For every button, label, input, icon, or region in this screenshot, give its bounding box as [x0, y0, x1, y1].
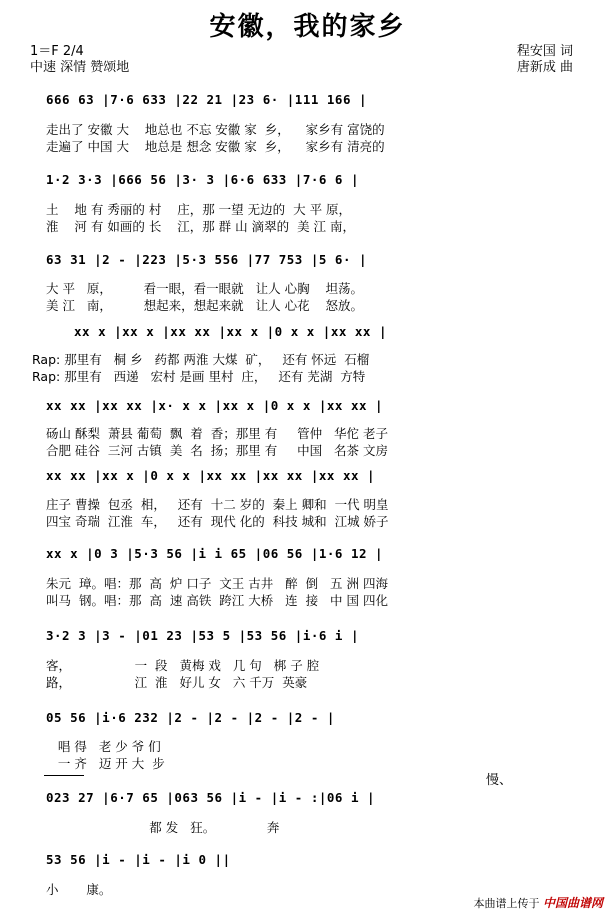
verse-end-rule — [44, 775, 84, 776]
lyric-line-9-verse-1: 唱 得 老 少 爷 们 — [46, 739, 161, 754]
lyric-line-5-verse-1: 砀山 酥梨 萧县 葡萄 飘 着 香；那里 有 管仲 华佗 老子 — [46, 426, 388, 441]
composer-credit: 唐新成 曲 — [516, 60, 573, 75]
lyric-line-8-verse-1: 客， 一 段 黄梅 戏 几 句 梆 子 腔 — [46, 658, 320, 673]
notation-line-6: xx xx |xx x |0 x x |xx xx |xx xx |xx xx | — [46, 468, 376, 483]
lyric-line-9-verse-2: 一 齐 迈 开 大 步 — [46, 756, 165, 771]
notation-line-3: 63 31 |2 - |223 |5·3 556 |77 753 |5 6· | — [46, 252, 368, 267]
lyric-line-4-verse-2: Rap: 那里有 西递 宏村 是画 里村 庄， 还有 芜湖 方特 — [32, 369, 366, 384]
lyric-line-6-verse-1: 庄子 曹操 包丞 相， 还有 十二 岁的 秦上 卿和 一代 明皇 — [46, 497, 389, 512]
notation-line-1: 666 63 |7·6 633 |22 21 |23 6· |111 166 | — [46, 92, 368, 107]
lyric-line-7-verse-1: 朱元 璋。唱：那 高 炉 口子 文王 古井 醉 倒 五 洲 四海 — [46, 576, 388, 591]
lyric-line-6-verse-2: 四宝 奇瑞 江淮 车， 还有 现代 化的 科技 城和 江城 娇子 — [46, 514, 389, 529]
song-title: 安徽，我的家乡 — [209, 12, 406, 42]
lyricist-credit: 程安国 词 — [516, 44, 573, 59]
lyric-line-3-verse-2: 美 江 南， 想起来，想起来就 让人 心花 怒放。 — [46, 298, 363, 313]
key-signature: 1＝F 2/4 — [30, 44, 84, 59]
notation-line-4: xx x |xx x |xx xx |xx x |0 x x |xx xx | — [74, 324, 387, 339]
notation-line-2: 1·2 3·3 |666 56 |3· 3 |6·6 633 |7·6 6 | — [46, 172, 359, 187]
notation-line-5: xx xx |xx xx |x· x x |xx x |0 x x |xx xx | — [46, 398, 384, 413]
lyric-line-4-verse-1: Rap: 那里有 桐 乡 药都 两淮 大煤 矿， 还有 怀远 石榴 — [32, 352, 370, 367]
notation-line-11: 53 56 |i - |i - |i 0 || — [46, 852, 231, 867]
lyric-line-10: 都 发 狂。 奔 — [46, 820, 280, 835]
site-logo-text[interactable]: 中国曲谱网 — [542, 896, 603, 910]
notation-line-9: 05 56 |i·6 232 |2 - |2 - |2 - |2 - | — [46, 710, 335, 725]
footer-text: 本曲谱上传于 — [473, 897, 540, 910]
lyric-line-2-verse-1: 土 地 有 秀丽的 村 庄，那 一望 无边的 大 平 原， — [46, 202, 352, 217]
lyric-line-1-verse-1: 走出了 安徽 大 地总也 不忘 安徽 家 乡， 家乡有 富饶的 — [46, 122, 385, 137]
notation-line-8: 3·2 3 |3 - |01 23 |53 5 |53 56 |i·6 i | — [46, 628, 359, 643]
notation-line-10: 023 27 |6·7 65 |063 56 |i - |i - :|06 i | — [46, 790, 376, 805]
lyric-line-3-verse-1: 大 平 原， 看一眼，看一眼就 让人 心胸 坦荡。 — [46, 281, 363, 296]
lyric-line-2-verse-2: 淮 河 有 如画的 长 江，那 群 山 滴翠的 美 江 南， — [46, 219, 356, 234]
lyric-line-1-verse-2: 走遍了 中国 大 地总是 想念 安徽 家 乡， 家乡有 清亮的 — [46, 139, 385, 154]
lyric-line-8-verse-2: 路， 江 淮 好儿 女 六 千万 英豪 — [46, 675, 308, 690]
upload-footer — [473, 894, 603, 911]
lyric-line-11: 小 康。 — [46, 882, 112, 897]
lyric-line-7-verse-2: 叫马 钢。唱：那 高 速 高铁 跨江 大桥 连 接 中 国 四化 — [46, 593, 388, 608]
notation-line-7: xx x |0 3 |5·3 56 |i i 65 |06 56 |1·6 12 | — [46, 546, 384, 561]
lyric-line-5-verse-2: 合肥 硅谷 三河 古镇 美 名 扬；那里 有 中国 名茶 文房 — [46, 443, 388, 458]
tempo-change-mark: 慢、 — [486, 773, 513, 788]
tempo-expression: 中速 深情 赞颂地 — [30, 60, 130, 75]
